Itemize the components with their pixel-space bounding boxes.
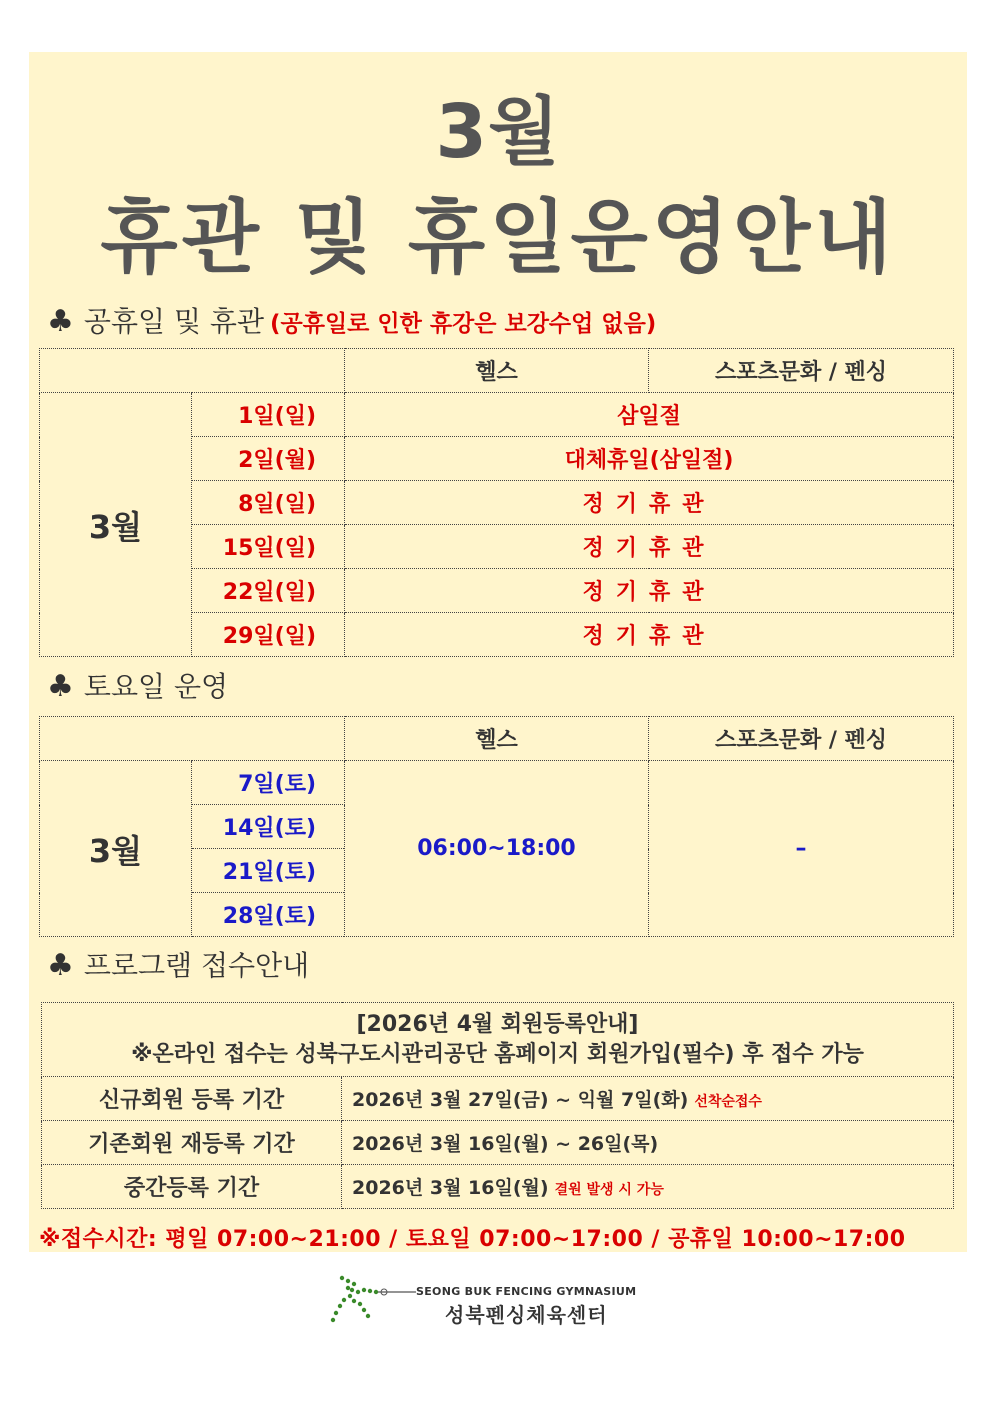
registration-label: 기존회원 재등록 기간 <box>42 1121 342 1165</box>
header-blank <box>40 717 345 761</box>
health-hours: 06:00~18:00 <box>345 761 649 937</box>
month-cell: 3월 <box>40 393 192 657</box>
registration-info-title: [2026년 4월 회원등록안내] <box>356 1011 639 1037</box>
registration-period: 2026년 3월 27일(금) ~ 익월 7일(화) <box>352 1089 689 1111</box>
holiday-date: 8일(일) <box>192 481 345 525</box>
registration-period: 2026년 3월 16일(월) ~ 26일(목) <box>352 1133 659 1155</box>
logo-english: SEONG BUK FENCING GYMNASIUM <box>416 1285 637 1298</box>
holiday-date: 15일(일) <box>192 525 345 569</box>
header-blank <box>40 349 345 393</box>
club-icon: ♣ <box>47 948 74 983</box>
page-title: 휴관 및 휴일운영안내 <box>100 191 896 284</box>
registration-note: 결원 발생 시 가능 <box>554 1182 664 1198</box>
section-registration-heading <box>47 948 309 984</box>
holiday-date: 29일(일) <box>192 613 345 657</box>
holiday-date: 22일(일) <box>192 569 345 613</box>
holiday-desc: 정기휴관 <box>345 525 954 569</box>
registration-period: 2026년 3월 16일(월) <box>352 1177 549 1199</box>
logo-korean: 성북펜싱체육센터 <box>445 1303 608 1327</box>
holiday-desc: 삼일절 <box>345 393 954 437</box>
holiday-desc: 정기휴관 <box>345 613 954 657</box>
holiday-desc: 대체휴일(삼일절) <box>345 437 954 481</box>
header-health: 헬스 <box>345 717 649 761</box>
section-title: 토요일 운영 <box>83 670 229 703</box>
section-title: 공휴일 및 휴관 <box>83 305 264 338</box>
gymnasium-logo <box>330 1272 690 1328</box>
section-note: (공휴일로 인한 휴강은 보강수업 없음) <box>270 311 657 337</box>
registration-note: 선착순접수 <box>694 1094 762 1110</box>
holiday-desc: 정기휴관 <box>345 569 954 613</box>
header-health: 헬스 <box>345 349 649 393</box>
month-cell: 3월 <box>40 761 192 937</box>
club-icon: ♣ <box>47 669 74 704</box>
page-title-month: 3월 <box>435 89 561 175</box>
saturday-date: 28일(토) <box>192 893 345 937</box>
section-holidays-heading <box>47 304 656 342</box>
section-title: 프로그램 접수안내 <box>83 949 310 982</box>
holiday-desc: 정기휴관 <box>345 481 954 525</box>
saturday-table <box>39 716 954 937</box>
registration-value <box>342 1165 954 1209</box>
registration-table <box>41 1002 954 1209</box>
saturday-date: 7일(토) <box>192 761 345 805</box>
saturday-date: 14일(토) <box>192 805 345 849</box>
notice-poster <box>29 52 967 1252</box>
registration-label: 중간등록 기간 <box>42 1165 342 1209</box>
header-sports: 스포츠문화 / 펜싱 <box>649 717 954 761</box>
club-icon: ♣ <box>47 304 74 339</box>
header-sports: 스포츠문화 / 펜싱 <box>649 349 954 393</box>
sports-hours: – <box>649 761 954 937</box>
registration-info-notice: ※온라인 접수는 성북구도시관리공단 홈페이지 회원가입(필수) 후 접수 가능 <box>131 1041 864 1067</box>
section-saturday-heading <box>47 669 228 705</box>
holiday-date: 1일(일) <box>192 393 345 437</box>
reception-hours: ※접수시간: 평일 07:00~21:00 / 토요일 07:00~17:00 / 공휴일 10:00~17:00 <box>39 1227 906 1252</box>
fencer-icon <box>330 1272 420 1328</box>
registration-label: 신규회원 등록 기간 <box>42 1077 342 1121</box>
registration-value <box>342 1121 954 1165</box>
saturday-date: 21일(토) <box>192 849 345 893</box>
holiday-table <box>39 348 954 657</box>
holiday-date: 2일(월) <box>192 437 345 481</box>
registration-info <box>42 1003 954 1077</box>
registration-value <box>342 1077 954 1121</box>
